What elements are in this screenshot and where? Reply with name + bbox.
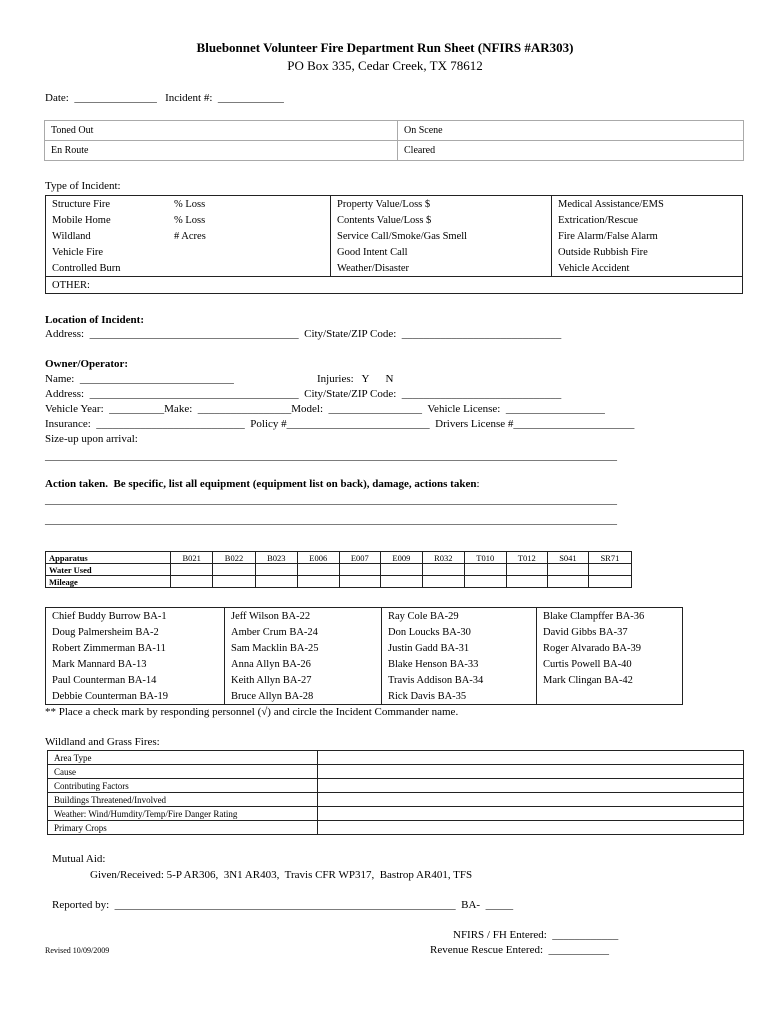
mileage-cell[interactable] [171, 576, 213, 588]
en-route-cell[interactable]: En Route [45, 141, 398, 161]
wildland-label: Area Type [48, 751, 318, 765]
personnel-name[interactable]: Robert Zimmerman BA-11 [52, 642, 166, 654]
water-used-row [46, 564, 632, 576]
apparatus-unit[interactable]: S041 [548, 552, 589, 564]
personnel-name[interactable]: Rick Davis BA-35 [382, 688, 537, 705]
wildland-row [48, 779, 744, 793]
times-table [44, 120, 744, 161]
incident-option[interactable]: Outside Rubbish Fire [552, 244, 743, 260]
wildland-row [48, 807, 744, 821]
incident-option[interactable]: Contents Value/Loss $ [331, 212, 552, 228]
incident-option[interactable]: Good Intent Call [331, 244, 552, 260]
incident-other-row [46, 277, 743, 294]
action-heading [45, 478, 480, 490]
mileage-cell[interactable] [297, 576, 339, 588]
personnel-name[interactable]: David Gibbs BA-37 [537, 624, 683, 640]
wildland-value-cell[interactable] [318, 779, 744, 793]
injuries-line[interactable]: Injuries: Y N [317, 373, 394, 385]
incident-option[interactable]: Mobile Home [52, 214, 111, 226]
personnel-name[interactable]: Bruce Allyn BA-28 [225, 688, 382, 705]
wildland-value-cell[interactable] [318, 765, 744, 779]
personnel-name [537, 688, 683, 705]
wildland-value-cell[interactable] [318, 751, 744, 765]
incident-option[interactable]: Weather/Disaster [331, 260, 552, 277]
owner-address-line[interactable]: Address: ______________________________________ City/State/ZIP Code: _____________________________ [45, 388, 562, 400]
location-address-line[interactable]: Address: ______________________________________ City/State/ZIP Code: _____________________________ [45, 328, 562, 340]
personnel-name[interactable]: Anna Allyn BA-26 [225, 656, 382, 672]
wildland-value-cell[interactable] [318, 793, 744, 807]
incident-option[interactable]: Structure Fire [52, 198, 111, 210]
nfirs-entered-line[interactable]: NFIRS / FH Entered: ____________ [453, 929, 619, 941]
wildland-label: Buildings Threatened/Involved [48, 793, 318, 807]
location-heading: Location of Incident: [45, 314, 144, 326]
incident-row [46, 244, 743, 260]
incident-option[interactable]: % Loss [174, 214, 206, 226]
personnel-note: ** Place a check mark by responding personnel (√) and circle the Incident Commander name. [45, 706, 459, 718]
incident-option[interactable]: Service Call/Smoke/Gas Smell [331, 228, 552, 244]
personnel-name[interactable]: Paul Counterman BA-14 [52, 674, 157, 686]
personnel-name[interactable]: Mark Clingan BA-42 [537, 672, 683, 688]
water-cell[interactable] [255, 564, 297, 576]
times-row [45, 121, 744, 141]
mileage-cell[interactable] [213, 576, 255, 588]
personnel-name[interactable]: Blake Henson BA-33 [382, 656, 537, 672]
wildland-label: Weather: Wind/Humdity/Temp/Fire Danger Rating [48, 807, 318, 821]
personnel-name[interactable]: Don Loucks BA-30 [382, 624, 537, 640]
apparatus-unit[interactable]: B021 [171, 552, 213, 564]
water-cell[interactable] [422, 564, 464, 576]
personnel-name[interactable]: Mark Mannard BA-13 [52, 658, 147, 670]
personnel-name[interactable]: Curtis Powell BA-40 [537, 656, 683, 672]
personnel-row [46, 640, 683, 656]
wildland-value-cell[interactable] [318, 821, 744, 835]
mileage-cell[interactable] [548, 576, 589, 588]
wildland-row [48, 821, 744, 835]
mileage-cell[interactable] [339, 576, 381, 588]
personnel-table [45, 607, 683, 705]
personnel-name[interactable]: Blake Clampffer BA-36 [537, 608, 683, 625]
wildland-value-cell[interactable] [318, 807, 744, 821]
apparatus-unit[interactable]: E006 [297, 552, 339, 564]
incident-option [168, 260, 331, 277]
incident-type-label: Type of Incident: [45, 180, 121, 192]
action-heading-text: Action taken. Be specific, list all equipment (equipment list on back), damage, actions taken [45, 478, 477, 490]
incident-option[interactable]: Vehicle Fire [52, 246, 104, 258]
wildland-table [47, 750, 744, 835]
sizeup-label: Size-up upon arrival: [45, 433, 138, 445]
action-line[interactable]: ________________________________________________________________________________________________________ [45, 514, 617, 526]
personnel-name[interactable]: Jeff Wilson BA-22 [225, 608, 382, 625]
wildland-row [48, 765, 744, 779]
personnel-name[interactable]: Keith Allyn BA-27 [225, 672, 382, 688]
wildland-row [48, 793, 744, 807]
date-incident-line[interactable]: Date: _______________ Incident #: ____________ [45, 92, 284, 104]
personnel-row [46, 672, 683, 688]
apparatus-unit[interactable]: E009 [381, 552, 423, 564]
water-cell[interactable] [339, 564, 381, 576]
personnel-row [46, 688, 683, 705]
sizeup-line[interactable]: ________________________________________________________________________________________________________ [45, 450, 617, 462]
incident-row [46, 212, 743, 228]
apparatus-label: Water Used [46, 564, 171, 576]
water-cell[interactable] [548, 564, 589, 576]
personnel-name[interactable]: Chief Buddy Burrow BA-1 [52, 610, 167, 622]
reported-by-line[interactable]: Reported by: ______________________________________________________________ BA- _____ [52, 899, 514, 911]
incident-row [46, 228, 743, 244]
apparatus-unit[interactable]: E007 [339, 552, 381, 564]
personnel-row [46, 608, 683, 625]
personnel-name[interactable]: Doug Palmersheim BA-2 [52, 626, 159, 638]
incident-option[interactable]: Medical Assistance/EMS [552, 196, 743, 213]
incident-option[interactable]: Controlled Burn [52, 262, 121, 274]
personnel-name[interactable]: Roger Alvarado BA-39 [537, 640, 683, 656]
personnel-name[interactable]: Debbie Counterman BA-19 [52, 690, 169, 702]
apparatus-table [45, 551, 632, 588]
mileage-cell[interactable] [381, 576, 423, 588]
revenue-rescue-line[interactable]: Revenue Rescue Entered: ___________ [430, 944, 610, 956]
incident-option[interactable]: Fire Alarm/False Alarm [552, 228, 743, 244]
apparatus-label: Apparatus [46, 552, 171, 564]
revised-date: Revised 10/09/2009 [45, 946, 110, 955]
vehicle-line[interactable]: Vehicle Year: __________Make: _________________Model: _________________ Vehicle License: __________________ [45, 403, 605, 415]
on-scene-cell[interactable]: On Scene [398, 121, 744, 141]
water-cell[interactable] [171, 564, 213, 576]
insurance-line[interactable]: Insurance: ___________________________ Policy #__________________________ Drivers License #______________________ [45, 418, 635, 430]
incident-option[interactable]: % Loss [174, 198, 206, 210]
action-line[interactable]: ________________________________________________________________________________________________________ [45, 494, 617, 506]
personnel-name[interactable]: Ray Cole BA-29 [382, 608, 537, 625]
apparatus-unit[interactable]: T010 [464, 552, 506, 564]
water-cell[interactable] [381, 564, 423, 576]
wildland-label: Contributing Factors [48, 779, 318, 793]
owner-name-line[interactable]: Name: ____________________________ [45, 373, 234, 385]
incident-option[interactable]: Property Value/Loss $ [331, 196, 552, 213]
water-cell[interactable] [506, 564, 548, 576]
incident-option[interactable]: Vehicle Accident [552, 260, 743, 277]
wildland-heading: Wildland and Grass Fires: [45, 736, 160, 748]
wildland-label: Primary Crops [48, 821, 318, 835]
apparatus-unit[interactable]: T012 [506, 552, 548, 564]
owner-heading: Owner/Operator: [45, 358, 129, 370]
apparatus-unit[interactable]: B023 [255, 552, 297, 564]
form-title: Bluebonnet Volunteer Fire Department Run Sheet (NFIRS #AR303) [196, 40, 574, 55]
mileage-row [46, 576, 632, 588]
incident-type-table [45, 195, 743, 294]
wildland-label: Cause [48, 765, 318, 779]
personnel-row [46, 624, 683, 640]
water-cell[interactable] [464, 564, 506, 576]
incident-row [46, 196, 743, 213]
apparatus-label: Mileage [46, 576, 171, 588]
incident-row [46, 260, 743, 277]
mileage-cell[interactable] [422, 576, 464, 588]
incident-option[interactable]: Extrication/Rescue [552, 212, 743, 228]
toned-out-cell[interactable]: Toned Out [45, 121, 398, 141]
cleared-cell[interactable]: Cleared [398, 141, 744, 161]
apparatus-unit[interactable]: B022 [213, 552, 255, 564]
water-cell[interactable] [588, 564, 631, 576]
personnel-row [46, 656, 683, 672]
apparatus-row [46, 552, 632, 564]
apparatus-unit[interactable]: SR71 [588, 552, 631, 564]
water-cell[interactable] [297, 564, 339, 576]
mileage-cell[interactable] [464, 576, 506, 588]
personnel-name[interactable]: Sam Macklin BA-25 [225, 640, 382, 656]
times-row [45, 141, 744, 161]
mileage-cell[interactable] [255, 576, 297, 588]
incident-option[interactable]: Wildland [52, 230, 91, 242]
mutual-aid-label: Mutual Aid: [52, 853, 106, 865]
incident-other-field[interactable]: OTHER: [46, 277, 743, 294]
mileage-cell[interactable] [506, 576, 548, 588]
department-address: PO Box 335, Cedar Creek, TX 78612 [287, 58, 483, 73]
personnel-name[interactable]: Amber Crum BA-24 [225, 624, 382, 640]
wildland-row [48, 751, 744, 765]
personnel-name[interactable]: Justin Gadd BA-31 [382, 640, 537, 656]
incident-option[interactable]: # Acres [174, 230, 206, 242]
mileage-cell[interactable] [588, 576, 631, 588]
apparatus-unit[interactable]: R032 [422, 552, 464, 564]
personnel-name[interactable]: Travis Addison BA-34 [382, 672, 537, 688]
mutual-aid-detail: Given/Received: 5-P AR306, 3N1 AR403, Travis CFR WP317, Bastrop AR401, TFS [90, 869, 473, 881]
action-heading-colon: : [476, 478, 480, 490]
incident-option [168, 244, 331, 260]
water-cell[interactable] [213, 564, 255, 576]
